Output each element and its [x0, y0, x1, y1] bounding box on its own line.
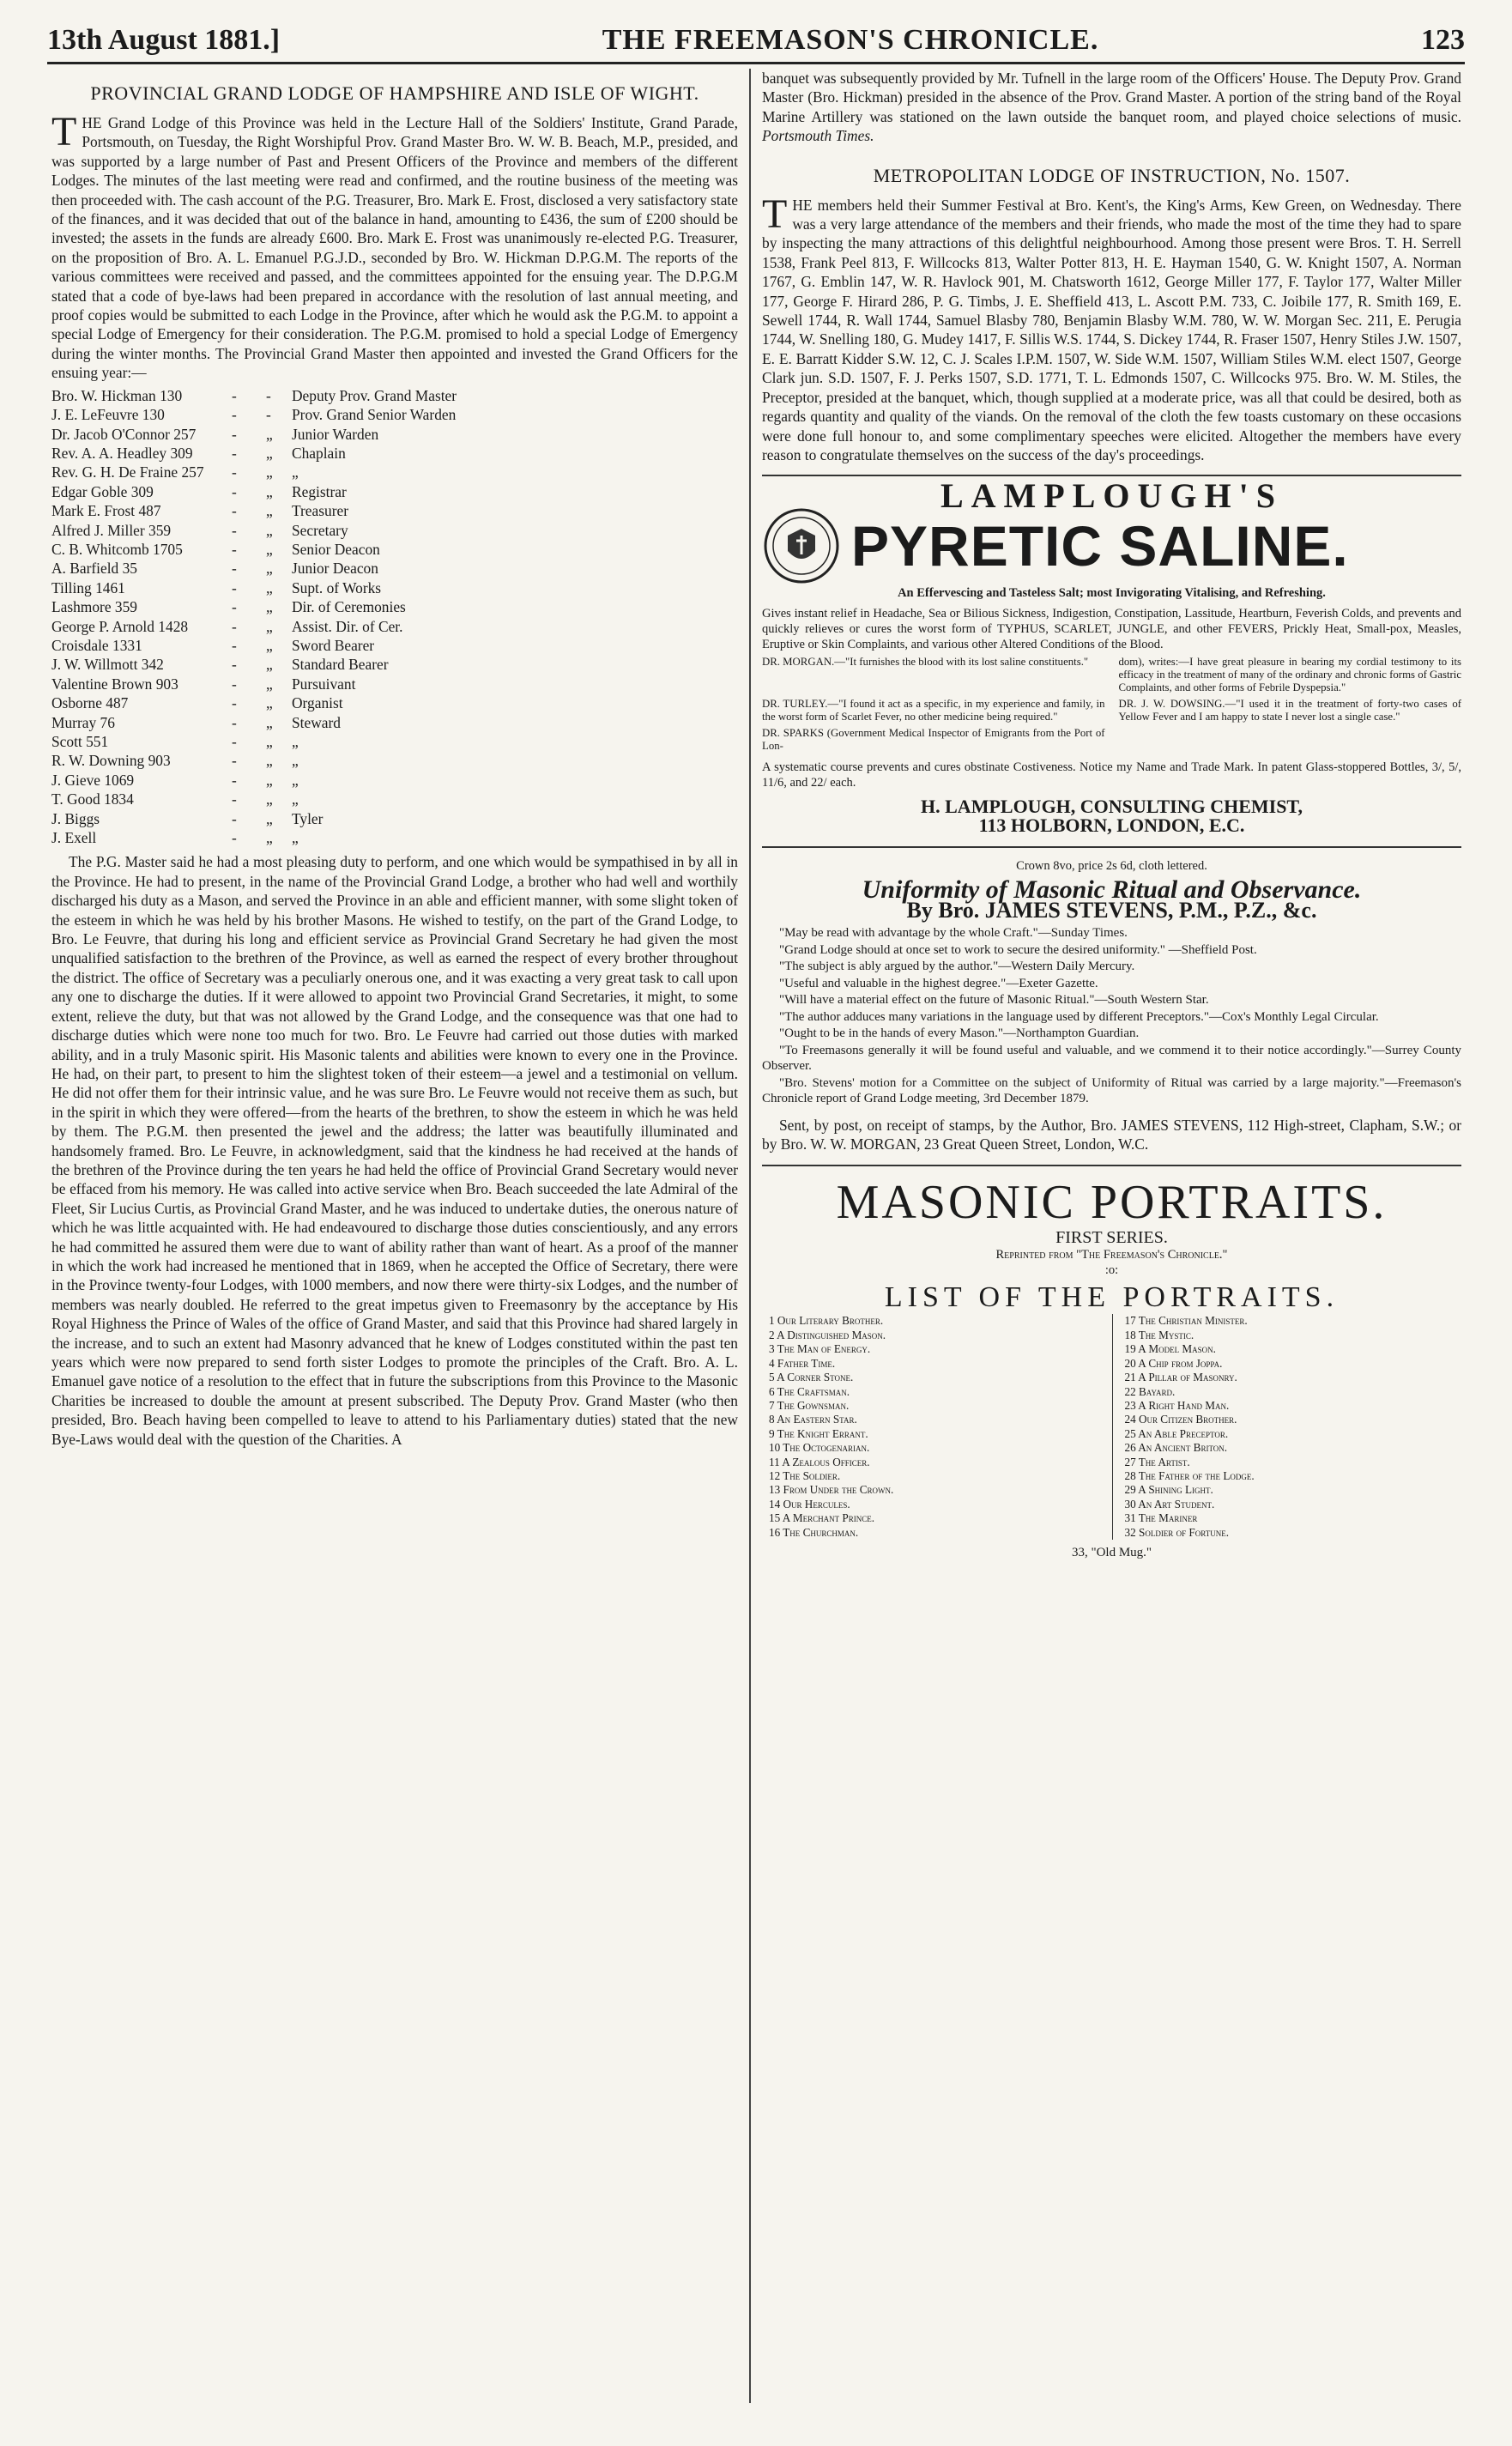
lamplough-advertisement — [762, 476, 1462, 837]
officer-dash: - — [232, 617, 237, 635]
officer-role: Tyler — [292, 809, 324, 827]
ad-maker: H. LAMPLOUGH, CONSULTING CHEMIST, — [921, 795, 1303, 817]
page-header — [47, 7, 1465, 64]
officer-role: Standard Bearer — [292, 656, 389, 674]
officer-role: Sword Bearer — [292, 636, 375, 654]
officer-name: Edgar Goble 309 — [51, 482, 154, 500]
portrait-item: 5 A Corner Stone. — [769, 1371, 854, 1384]
book-author: By Bro. JAMES STEVENS, P.M., P.Z., &c. — [906, 897, 1317, 923]
officer-ditto: „ — [266, 444, 273, 462]
officer-ditto: „ — [266, 502, 273, 520]
officer-name: J. Biggs — [51, 809, 100, 827]
officer-name: C. B. Whitcomb 1705 — [51, 540, 183, 558]
officer-role: Treasurer — [292, 502, 349, 520]
officer-role: Senior Deacon — [292, 540, 380, 558]
separator: :o: — [1104, 1263, 1119, 1278]
officer-dash: - — [232, 578, 237, 596]
portraits-series: FIRST SERIES. — [1055, 1227, 1168, 1247]
officer-dash: - — [232, 809, 237, 827]
portrait-item: 28 The Father of the Lodge. — [1124, 1468, 1255, 1482]
portraits-last-item: 33, "Old Mug." — [1071, 1545, 1152, 1559]
officer-dash: - — [232, 656, 237, 674]
officer-ditto: „ — [266, 540, 273, 558]
portrait-item: 30 An Art Student. — [1124, 1497, 1215, 1511]
left-column — [51, 69, 738, 1450]
portrait-item: 3 The Man of Energy. — [769, 1342, 871, 1356]
ad-address: 113 HOLBORN, LONDON, E.C. — [978, 814, 1245, 837]
officer-ditto: „ — [266, 694, 273, 712]
officer-ditto: „ — [266, 463, 273, 481]
header-title: THE FREEMASON'S CHRONICLE. — [602, 24, 1099, 56]
officer-dash: - — [232, 675, 237, 693]
book-advertisement — [762, 858, 1461, 1154]
officer-ditto: „ — [266, 598, 273, 616]
portrait-item: 13 From Under the Crown. — [769, 1483, 894, 1497]
officer-ditto: „ — [266, 733, 273, 750]
officer-name: Rev. A. A. Headley 309 — [51, 444, 193, 462]
portrait-item: 12 The Soldier. — [769, 1468, 841, 1482]
officer-ditto: „ — [266, 425, 273, 443]
press-quote: "Useful and valuable in the highest degree."—Exeter Gazette. — [779, 976, 1098, 990]
source-credit: Portsmouth Times. — [762, 127, 874, 145]
portrait-item: 7 The Gownsman. — [769, 1398, 850, 1412]
officer-role: Registrar — [292, 482, 347, 500]
officer-role: Pursuivant — [292, 675, 356, 693]
officer-ditto: „ — [266, 636, 273, 654]
officer-name: Dr. Jacob O'Connor 257 — [51, 425, 197, 443]
portrait-item: 1 Our Literary Brother. — [769, 1314, 884, 1328]
officer-dash: - — [232, 560, 237, 578]
continuation-paragraph — [762, 69, 1461, 146]
portrait-item: 19 A Model Mason. — [1124, 1342, 1216, 1356]
ad-product-row — [762, 506, 1461, 585]
column-divider — [749, 69, 751, 2403]
right-column — [762, 69, 1461, 1562]
officer-name: Valentine Brown 903 — [51, 675, 178, 693]
officer-ditto: „ — [266, 560, 273, 578]
officer-ditto: „ — [266, 521, 273, 539]
portrait-item: 10 The Octogenarian. — [769, 1441, 870, 1455]
portrait-item: 17 The Christian Minister. — [1124, 1314, 1248, 1328]
officer-dash: - — [232, 733, 237, 750]
officer-dash: - — [232, 598, 237, 616]
officer-name: Murray 76 — [51, 713, 115, 731]
officer-dash: - — [232, 406, 237, 424]
press-quote: "The author adduces many variations in the language used by different Preceptors."—Cox's Monthly Legal Circular. — [779, 1009, 1379, 1024]
officer-role: „ — [292, 752, 299, 770]
press-quote: "The subject is ably argued by the author."—Western Daily Mercury. — [779, 960, 1135, 974]
testimonial: DR. J. W. DOWSING.—"I used it in the treatment of forty-two cases of Yellow Fever and I am happy to state I never lost a single case." — [1118, 697, 1461, 723]
officer-dash: - — [232, 540, 237, 558]
ad-tagline: An Effervescing and Tasteless Salt; most Invigorating Vitalising, and Refreshing. — [898, 585, 1326, 600]
ad-body: Gives instant relief in Headache, Sea or Bilious Sickness, Indigestion, Constipation, Lassitude, Heartburn, Feverish Colds, and prevents and quickly relieves or cures the worst form of TYPHUS, SCARLET, JUNGLE, and other FEVERS, Prickly Heat, Small-pox, Measles, Eruptive or Skin Complaints, and various other Altered Conditions of the Blood. — [762, 606, 1461, 651]
testimonial — [1119, 727, 1462, 753]
officer-role: Organist — [292, 694, 343, 712]
section-rule — [762, 1165, 1461, 1166]
header-date: 13th August 1881.] — [47, 24, 281, 56]
ad-product: PYRETIC SALINE. — [851, 513, 1349, 578]
testimonial: DR. TURLEY.—"I found it act as a specific, in my experience and family, in the worst form of Scarlet Fever, no other medicine being required." — [762, 697, 1105, 723]
officer-name: Mark E. Frost 487 — [51, 502, 161, 520]
officer-role: Junior Deacon — [292, 560, 378, 578]
officer-role: Dir. of Ceremonies — [292, 598, 406, 616]
portrait-item: 23 A Right Hand Man. — [1124, 1398, 1230, 1412]
portraits-list-right — [1112, 1314, 1462, 1540]
testimonial: DR. SPARKS (Government Medical Inspector of Emigrants from the Port of Lon- — [762, 726, 1105, 752]
officer-dash: - — [232, 752, 237, 770]
officer-role: Deputy Prov. Grand Master — [292, 386, 457, 404]
officer-name: Osborne 487 — [51, 694, 129, 712]
officer-ditto: „ — [266, 656, 273, 674]
officer-name: J. Gieve 1069 — [51, 771, 135, 789]
officer-name: J. E. LeFeuvre 130 — [51, 406, 165, 424]
officer-name: Rev. G. H. De Fraine 257 — [51, 463, 204, 481]
portrait-item: 26 An Ancient Briton. — [1124, 1441, 1228, 1455]
portrait-item: 21 A Pillar of Masonry. — [1124, 1371, 1237, 1384]
press-quotes — [762, 925, 1461, 1107]
officer-role: „ — [292, 771, 299, 789]
officer-role: „ — [292, 829, 299, 847]
book-format: Crown 8vo, price 2s 6d, cloth lettered. — [1016, 858, 1207, 873]
officer-role: Prov. Grand Senior Warden — [292, 406, 457, 424]
officers-list — [51, 386, 738, 848]
portrait-item: 16 The Churchman. — [769, 1525, 859, 1539]
officer-name: J. Exell — [51, 829, 97, 847]
officer-ditto: - — [266, 406, 271, 424]
testimonial: dom), writes:—I have great pleasure in bearing my cordial testimony to its efficacy in the treatment of many of the ordinary and chronic forms of Gastric Complaints, and other forms of Febrile Dyspepsia." — [1118, 655, 1462, 693]
portraits-list-left — [762, 1314, 1112, 1540]
portrait-item: 6 The Craftsman. — [769, 1384, 850, 1398]
list-title: LIST OF THE PORTRAITS. — [884, 1281, 1340, 1314]
paragraph-text: HE Grand Lodge of this Province was held in the Lecture Hall of the Soldiers' Institute, Grand Parade, Portsmouth, on Tuesday, the Right Worshipful Prov. Grand Master Bro. W. W. B. Beach, M.P., presided, and was supported by a large number of Past and Present Officers of the Province and members of the different Lodges. The minutes of the last meeting were read and confirmed, and the routine business of the meeting was then proceeded with. The cash account of the P.G. Treasurer, Bro. Mark E. Frost, disclosed a very satisfactory state of the finances, and it was decided that out of the balance in hand, amounting to £436, the sum of £200 should be invested; the assets in the funds are already £600. Bro. Mark E. Frost was unanimously re-elected P.G. Treasurer, on the proposition of Bro. A. L. Emanuel P.G.J.D., seconded by Bro. W. Hickman D.P.G.M. The reports of the various committees were received and passed, and the committees appointed for the ensuing year. The D.P.G.M stated that a code of bye-laws had been prepared in accordance with the resolution of last annual meeting, and proof copies would be submitted to each Lodge in the Province, after which he would ask the P.G.M. to appoint a special Lodge of Emergency for their consideration. The P.G.M. promised to hold a special Lodge of Emergency during the winter months. The Provincial Grand Master then appointed and invested the Grand Officers for the ensuing year:— — [51, 114, 738, 382]
portrait-item: 22 Bayard. — [1124, 1384, 1176, 1398]
officer-dash: - — [232, 463, 237, 481]
header-page-number: 123 — [1420, 24, 1465, 56]
officer-dash: - — [232, 771, 237, 789]
paragraph-text: banquet was subsequently provided by Mr. Tufnell in the large room of the Officers' House. The Deputy Prov. Grand Master (Bro. Hickman) presided in the absence of the Prov. Grand Master. A portion of the string band of the Royal Marine Artillery was stationed on the lawn outside the banquet room, and played choice selections of music. — [762, 70, 1461, 125]
seal-icon — [762, 506, 841, 585]
article-paragraph — [51, 109, 738, 383]
officer-role: Steward — [292, 713, 341, 731]
portrait-item: 4 Father Time. — [769, 1356, 836, 1370]
portrait-item: 20 A Chip from Joppa. — [1124, 1356, 1223, 1370]
officer-name: Scott 551 — [51, 733, 109, 750]
officer-ditto: „ — [266, 790, 273, 808]
officer-name: A. Barfield 35 — [51, 560, 137, 578]
portraits-advertisement — [762, 1177, 1461, 1563]
officer-role: „ — [292, 733, 299, 750]
paragraph-text: HE members held their Summer Festival at Bro. Kent's, the King's Arms, Kew Green, on Wednesday. There was a very large attendance of the members and their friends, who made the most of the time they had to spare by inspecting the many attractions of this delightful neighbourhood. Among those present were Bros. T. H. Serrell 1538, Frank Peel 813, F. Willcocks 813, Walter Potter 813, H. E. Hayman 1540, G. W. Knight 1507, A. Norman 1767, G. Emblin 147, W. R. Havlock 901, M. Chatsworth 1612, George Miller 177, F. Taylor 177, Walter Miller 177, George F. Hirard 286, P. G. Timbs, J. E. Sheffield 413, L. Ascott P.M. 733, C. Joibile 177, R. Smith 169, E. Sewell 1744, R. Wall 1744, Samuel Blasby 780, Benjamin Blasby W.M. 780, W. W. Morgan Sec. 211, E. Perugia 1744, W. Snelling 180, G. Mudey 1417, F. Sillis W.S. 1744, S. Dickey 1744, R. Fraser 1507, Henry Stiles J.W. 1507, E. E. Barratt Kidder S.W. 12, C. J. Scales I.P.M. 1507, W. Side W.M. 1507, William Stiles W.M. elect 1507, George Clark jun. S.D. 1507, F. J. Perks 1507, S.D. 1771, T. L. Edmonds 1507, C. Willcocks 975. Bro. W. M. Stiles, the Preceptor, presided at the banquet, which, though supplied at a moderate price, was all that could be desired, both as regards quantity and quality of the viands. On the removal of the cloth the few toasts customary on these occasions were done full honour to, and some complimentary speeches were elicited. Altogether the members have every reason to congratulate themselves on the success of the day's proceedings. — [762, 196, 1461, 463]
press-quote: "Will have a material effect on the future of Masonic Ritual."—South Western Star. — [779, 993, 1209, 1008]
officer-dash: - — [232, 790, 237, 808]
officer-name: R. W. Downing 903 — [51, 752, 171, 770]
article-title: PROVINCIAL GRAND LODGE OF HAMPSHIRE AND ISLE OF WIGHT. — [90, 82, 699, 104]
officer-ditto: „ — [266, 578, 273, 596]
press-quote: "May be read with advantage by the whole Craft."—Sunday Times. — [779, 926, 1128, 941]
ad-testimonials — [762, 656, 1461, 756]
portraits-list — [762, 1314, 1461, 1540]
officer-ditto: „ — [266, 771, 273, 789]
portrait-item: 31 The Mariner — [1124, 1511, 1198, 1525]
officer-ditto: „ — [266, 713, 273, 731]
portraits-reprint: Reprinted from "The Freemason's Chronicle." — [995, 1248, 1228, 1262]
officer-dash: - — [232, 482, 237, 500]
portrait-item: 32 Soldier of Fortune. — [1124, 1525, 1229, 1539]
officer-role: Chaplain — [292, 444, 346, 462]
portrait-item: 9 The Knight Errant. — [769, 1426, 868, 1440]
ad-brand: LAMPLOUGH'S — [940, 476, 1284, 516]
officer-dash: - — [232, 425, 237, 443]
drop-cap: T — [762, 191, 788, 237]
officer-role: Supt. of Works — [292, 578, 382, 596]
press-quote: "Ought to be in the hands of every Mason."—Northampton Guardian. — [779, 1026, 1140, 1041]
officer-role: Secretary — [292, 521, 348, 539]
portrait-item: 11 A Zealous Officer. — [769, 1455, 870, 1468]
officer-role: „ — [292, 463, 299, 481]
article-paragraph — [762, 191, 1461, 465]
officer-ditto: „ — [266, 482, 273, 500]
officer-dash: - — [232, 386, 237, 404]
portrait-item: 8 An Eastern Star. — [769, 1413, 857, 1426]
testimonial: DR. MORGAN.—"It furnishes the blood with its lost saline constituents." — [762, 655, 1089, 668]
ad-footer: A systematic course prevents and cures obstinate Costiveness. Notice my Name and Trade Mark. In patent Glass-stoppered Bottles, 3/, 5/, 11/6, and 22/ each. — [762, 760, 1461, 790]
officer-role: Assist. Dir. of Cer. — [292, 617, 403, 635]
officer-ditto: „ — [266, 617, 273, 635]
portrait-item: 25 An Able Preceptor. — [1124, 1426, 1229, 1440]
officer-dash: - — [232, 444, 237, 462]
officer-dash: - — [232, 636, 237, 654]
officer-dash: - — [232, 829, 237, 847]
portrait-item: 14 Our Hercules. — [769, 1497, 850, 1511]
officer-name: Tilling 1461 — [51, 578, 125, 596]
officer-dash: - — [232, 713, 237, 731]
press-quote: "Grand Lodge should at once set to work to secure the desired uniformity." —Sheffield Post. — [779, 942, 1257, 957]
portrait-item: 2 A Distinguished Mason. — [769, 1328, 886, 1341]
officer-name: George P. Arnold 1428 — [51, 617, 189, 635]
portrait-item: 29 A Shining Light. — [1124, 1483, 1213, 1497]
article-paragraph: The P.G. Master said he had a most pleasing duty to perform, and one which would be sympathised in by all in the Province. He had to present, in the name of the Provincial Grand Lodge, a brother who had well and worthily discharged his duty as a Mason, and served the Province in an able and efficient manner, with some slight token of the esteem in which he was held by his brother Masons. He wished to testify, on the part of the Grand Lodge, to Bro. Le Feuvre, that during his long and efficient service as Provincial Grand Secretary he had given the most unqualified satisfaction to the brethren of the Province, as well as earned the respect of every brother throughout the district. The office of Secretary was a peculiarly onerous one, and it was exacting a very great task to call upon any one to discharge the duties. If it were allowed to appoint two Provincial Grand Secretaries, it might, to some extent, relieve the duty, but that was not allowed by the Grand Lodge, and the consequence was that one had to discharge duties which were none too much for two. Bro. Le Feuvre had carried out those duties with marked ability, and in a truly Masonic spirit. His Masonic talents and abilities were known to every one in the Province. He had, on their part, to present to him the slightest token of their esteem—a jewel and a testimonial on vellum. He did not offer them for their intrinsic value, and he was sure Bro. Le Feuvre would not receive them as such, but in the spirit in which they were offered—from the hearts of the brethren, to show the esteem in which he was held by them. The P.G.M. then presented the jewel and the address; the latter was beautifully illuminated and handsomely framed. Bro. Le Feuvre, in acknowledgment, said that the kindness he had received at the hands of the brethren of the Province during the ten years he had held the office of Provincial Grand Secretary would never be effaced from his memory. He was called into active service when Bro. Beach succeeded the late Admiral of the Fleet, Sir Lucius Curtis, as Provincial Grand Master, and he was induced to undertake duties, the onerous nature of which he was little acquainted with. He had endeavoured to discharge those duties conscientiously, and any errors he had committed he assured them were due to want of ability rather than want of heart. As a proof of the manner in which the work had increased he mentioned that in 1869, when he accepted the Office of Secretary, there were in the Province twenty-four Lodges, with 1000 members, and now there were thirty-six Lodges, and the number of members was nearly doubled. He referred to the great impetus given to Freemasonry by the acceptance by His Royal Highness the Prince of Wales of the office of Grand Master, and said that this Province had shared largely in the increase, and to such an extent had Masonry advanced that he knew of Lodges constituted within the past ten years which were now prepared to send forth sister Lodges to promote the principles of the Craft. Bro. A. L. Emanuel gave notice of a resolution to the effect that in future the subscriptions from this Province to the Masonic Charities be increased to double the amount at present subscribed. The Deputy Prov. Grand Master (who then presided, Bro. Beach having been compelled to leave to attend to his Parliamentary duties) stated that the new Bye-Laws would deal with the question of the Charities. A — [51, 853, 738, 1448]
press-quote: "Bro. Stevens' motion for a Committee on the subject of Uniformity of Ritual was carried by a large majority."—Freemason's Chronicle report of Grand Lodge meeting, 3rd December 1879. — [762, 1075, 1461, 1106]
order-info: Sent, by post, on receipt of stamps, by the Author, Bro. JAMES STEVENS, 112 High-street, Clapham, S.W.; or by Bro. W. W. MORGAN, 23 Great Queen Street, London, W.C. — [762, 1116, 1461, 1153]
officer-name: Lashmore 359 — [51, 598, 137, 616]
portraits-title: MASONIC PORTRAITS. — [836, 1175, 1388, 1229]
officer-ditto: „ — [266, 809, 273, 827]
officer-ditto: „ — [266, 675, 273, 693]
portrait-item: 18 The Mystic. — [1124, 1328, 1194, 1341]
officer-ditto: - — [266, 386, 271, 404]
press-quote: "To Freemasons generally it will be found useful and valuable, and we commend it to their notice accordingly."—Surrey County Observer. — [762, 1043, 1461, 1074]
officer-dash: - — [232, 521, 237, 539]
officer-name: Alfred J. Miller 359 — [51, 521, 172, 539]
officer-name: Croisdale 1331 — [51, 636, 142, 654]
officer-dash: - — [232, 694, 237, 712]
officer-ditto: „ — [266, 752, 273, 770]
officer-name: T. Good 1834 — [51, 790, 134, 808]
officer-role: „ — [292, 790, 299, 808]
drop-cap: T — [51, 109, 77, 154]
officer-role: Junior Warden — [292, 425, 379, 443]
article-title: METROPOLITAN LODGE OF INSTRUCTION, No. 1507. — [873, 164, 1351, 186]
portrait-item: 27 The Artist. — [1124, 1455, 1190, 1468]
portrait-item: 15 A Merchant Prince. — [769, 1511, 875, 1525]
officer-ditto: „ — [266, 829, 273, 847]
book-title: Uniformity of Masonic Ritual and Observance. — [862, 875, 1362, 904]
officer-name: Bro. W. Hickman 130 — [51, 386, 183, 404]
section-rule — [762, 846, 1461, 848]
officer-name: J. W. Willmott 342 — [51, 656, 164, 674]
officer-dash: - — [232, 502, 237, 520]
portrait-item: 24 Our Citizen Brother. — [1124, 1413, 1237, 1426]
